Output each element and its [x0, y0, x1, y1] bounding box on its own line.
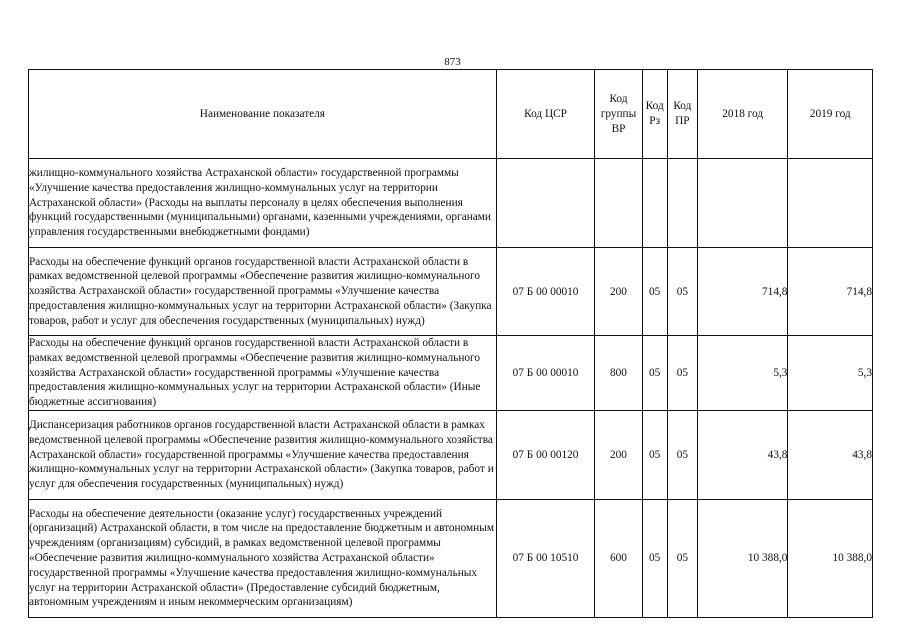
row-rz-code: 05: [642, 248, 667, 336]
row-name: Расходы на обеспечение функций органов государственной власти Астраханской области в рамках ведомственной целевой программы «Обеспечение развития жилищно-коммунального хозяйства Астраханской области» государственной программы «Улучшение качества предоставления жилищно-коммунальных услуг на территории Астраханской области» (Иные бюджетные ассигнования): [29, 336, 497, 411]
row-2018-value: [697, 159, 788, 248]
page-number: 873: [444, 56, 461, 68]
row-csr-code: 07 Б 00 00120: [496, 410, 595, 499]
row-pr-code: 05: [667, 336, 697, 411]
row-csr-code: 07 Б 00 10510: [496, 499, 595, 617]
row-2019-value: 10 388,0: [788, 499, 873, 617]
header-2019: 2019 год: [788, 70, 873, 159]
row-vr-code: [595, 159, 642, 248]
row-2019-value: 714,8: [788, 248, 873, 336]
row-2018-value: 5,3: [697, 336, 788, 411]
row-name: жилищно-коммунального хозяйства Астраханской области» государственной программы «Улучшение качества предоставления жилищно-коммунальных услуг на территории Астраханской области» (Расходы на выплаты персоналу в целях обеспечения выполнения функций государственными (муниципальными) органами, казенными учреждениями, органами управления государственными внебюджетными фондами): [29, 159, 497, 248]
header-2018: 2018 год: [697, 70, 788, 159]
row-pr-code: 05: [667, 248, 697, 336]
row-name: Расходы на обеспечение деятельности (оказание услуг) государственных учреждений (организаций) Астраханской области, в том числе на предоставление бюджетным и автономным учреждениям (организациям) субсидий, в рамках ведомственной целевой программы «Обеспечение развития жилищно-коммунального хозяйства Астраханской области» государственной программы «Улучшение качества предоставления жилищно-коммунальных услуг на территории Астраханской области» (Предоставление субсидий бюджетным, автономным учреждениям и иным некоммерческим организациям): [29, 499, 497, 617]
header-name: Наименование показателя: [29, 70, 497, 159]
row-rz-code: 05: [642, 336, 667, 411]
row-rz-code: 05: [642, 499, 667, 617]
row-csr-code: [496, 159, 595, 248]
row-2019-value: 5,3: [788, 336, 873, 411]
row-2018-value: 43,8: [697, 410, 788, 499]
row-csr-code: 07 Б 00 00010: [496, 336, 595, 411]
row-name: Диспансеризация работников органов государственной власти Астраханской области в рамках ведомственной целевой программы «Обеспечение развития жилищно-коммунального хозяйства Астраханской области» государственной программы «Улучшение качества предоставления жилищно-коммунальных услуг на территории Астраханской области» (Закупка товаров, работ и услуг для обеспечения государственных (муниципальных) нужд): [29, 410, 497, 499]
row-vr-code: 200: [595, 248, 642, 336]
row-2019-value: [788, 159, 873, 248]
table-row: [29, 410, 873, 499]
budget-table: [28, 69, 873, 618]
table-row: [29, 159, 873, 248]
row-vr-code: 200: [595, 410, 642, 499]
header-rz-code: Код Рз: [642, 70, 667, 159]
row-pr-code: 05: [667, 499, 697, 617]
row-vr-code: 600: [595, 499, 642, 617]
row-pr-code: [667, 159, 697, 248]
header-csr-code: Код ЦСР: [496, 70, 595, 159]
row-2018-value: 10 388,0: [697, 499, 788, 617]
row-csr-code: 07 Б 00 00010: [496, 248, 595, 336]
table-row: [29, 336, 873, 411]
table-header-row: [29, 70, 873, 159]
table-row: [29, 499, 873, 617]
table-row: [29, 248, 873, 336]
row-2018-value: 714,8: [697, 248, 788, 336]
header-vr-code: Код группы ВР: [595, 70, 642, 159]
row-name: Расходы на обеспечение функций органов государственной власти Астраханской области в рамках ведомственной целевой программы «Обеспечение развития жилищно-коммунального хозяйства Астраханской области» государственной программы «Улучшение качества предоставления жилищно-коммунальных услуг на территории Астраханской области» (Закупка товаров, работ и услуг для обеспечения государственных (муниципальных) нужд): [29, 248, 497, 336]
row-pr-code: 05: [667, 410, 697, 499]
row-2019-value: 43,8: [788, 410, 873, 499]
row-vr-code: 800: [595, 336, 642, 411]
row-rz-code: 05: [642, 410, 667, 499]
header-pr-code: Код ПР: [667, 70, 697, 159]
row-rz-code: [642, 159, 667, 248]
